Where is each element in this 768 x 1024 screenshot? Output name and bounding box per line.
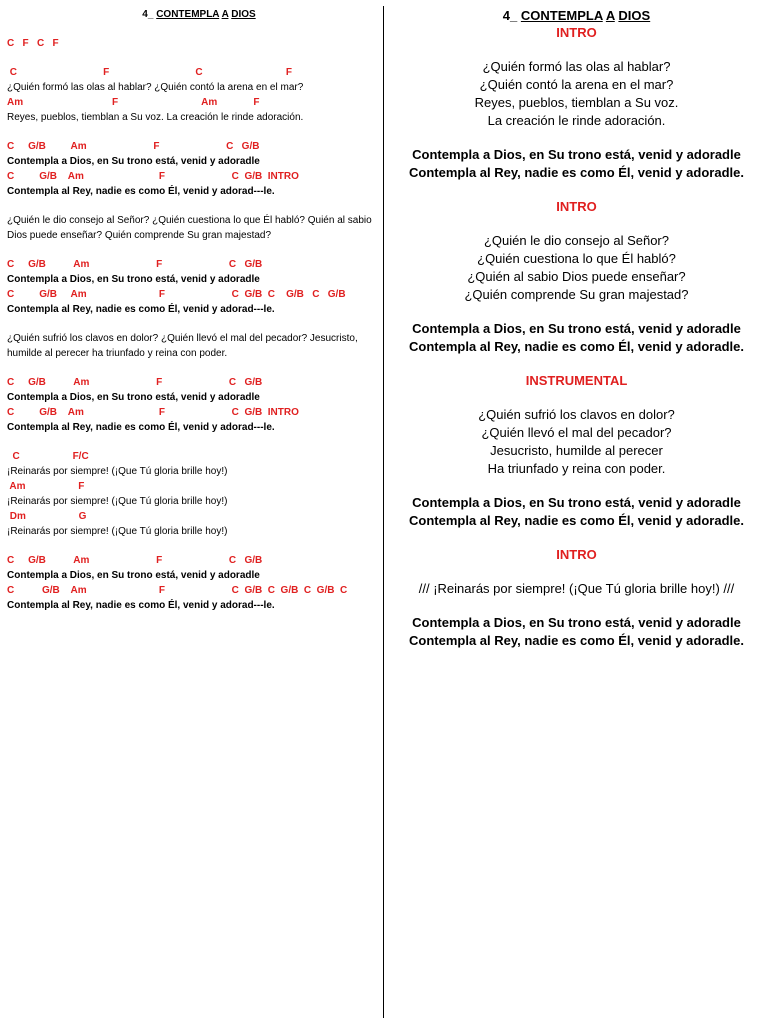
lyrics-sheet-column [389,8,764,650]
title-number: 4_ [502,8,521,23]
verse-line: Ha triunfado y reina con poder. [487,461,666,476]
chord-line: C G/B Am F C G/B C G/B C G/B C [7,585,348,596]
verse-line: ¿Quién comprende Su gran majestad? [464,287,689,302]
title-word-1: CONTEMPLA [156,9,220,20]
chord-line: C G/B Am F C G/B INTRO [7,171,299,182]
chord-line: Am F Am F [7,97,260,108]
chorus-line: Contempla a Dios, en Su trono está, venid y adoradle [7,156,260,167]
verse-line: Jesucristo, humilde al perecer [490,443,663,458]
chorus-line: Contempla a Dios, en Su trono está, venid y adoradle [412,495,741,510]
section-label-instrumental: INSTRUMENTAL [525,373,628,388]
verse-line: ¿Quién al sabio Dios puede enseñar? [467,269,686,284]
verse-line: ¿Quién contó la arena en el mar? [479,77,674,92]
verse-line: ¿Quién sufrió los clavos en dolor? [478,407,675,422]
verse-line: La creación le rinde adoración. [487,113,666,128]
chord-line: Dm G [7,511,87,522]
verse-line: ¿Quién cuestiona lo que Él habló? [477,251,676,266]
chord-line: C F/C [7,451,89,462]
lyric-line: ¿Quién formó las olas al hablar? ¿Quién contó la arena en el mar? [7,82,304,93]
chord-line: C G/B Am F C G/B [7,377,263,388]
lyric-line: Reyes, pueblos, tiemblan a Su voz. La creación le rinde adoración. [7,112,304,123]
section-label-intro: INTRO [556,547,597,562]
verse-line: ¿Quién llevó el mal del pecador? [481,425,672,440]
title-word-2: A [221,9,229,20]
chord-line: C G/B Am F C G/B [7,259,263,270]
title-word-1: CONTEMPLA [520,8,603,23]
title-number: 4_ [142,9,157,20]
chorus-line: Contempla al Rey, nadie es como Él, venid y adorad---le. [7,304,275,315]
title-word-2: A [605,8,615,23]
title-word-3: DIOS [618,8,651,23]
verse-3-text: ¿Quién sufrió los clavos en dolor? ¿Quién llevó el mal del pecador? Jesucristo, humilde al perecer ha triunfado y reina con poder. [7,333,358,359]
title-word-3: DIOS [231,9,256,20]
section-label-intro: INTRO [556,199,597,214]
chorus-line: Contempla a Dios, en Su trono está, venid y adoradle [412,615,741,630]
bridge-line: ¡Reinarás por siempre! (¡Que Tú gloria brille hoy!) [7,466,228,477]
chorus-line: Contempla a Dios, en Su trono está, venid y adoradle [412,321,741,336]
chorus-line: Contempla a Dios, en Su trono está, venid y adoradle [7,570,260,581]
chord-line: C G/B Am F C G/B C G/B C G/B [7,289,346,300]
verse-2-text: ¿Quién le dio consejo al Señor? ¿Quién cuestiona lo que Él habló? Quién al sabio Dios puede enseñar? Quién comprende Su gran majestad? [7,215,372,241]
verse-line: ¿Quién le dio consejo al Señor? [483,233,669,248]
right-title [389,8,764,24]
left-title [7,8,379,22]
chord-line: C G/B Am F C G/B [7,555,263,566]
chord-line: C G/B Am F C G/B [7,141,260,152]
bridge-line: ¡Reinarás por siempre! (¡Que Tú gloria brille hoy!) [7,526,228,537]
chorus-line: Contempla al Rey, nadie es como Él, venid y adoradle. [409,339,744,354]
chord-sheet-column [7,8,379,613]
verse-line: Reyes, pueblos, tiemblan a Su voz. [474,95,679,110]
chorus-line: Contempla al Rey, nadie es como Él, venid y adorad---le. [7,186,275,197]
chorus-line: Contempla al Rey, nadie es como Él, venid y adorad---le. [7,600,275,611]
chorus-line: Contempla al Rey, nadie es como Él, venid y adoradle. [409,165,744,180]
chorus-line: Contempla a Dios, en Su trono está, venid y adoradle [412,147,741,162]
chord-line: C F C F [7,67,293,78]
intro-chords: C F C F [7,38,59,49]
chorus-line: Contempla al Rey, nadie es como Él, venid y adoradle. [409,633,744,648]
section-label-intro: INTRO [556,25,597,40]
chorus-line: Contempla a Dios, en Su trono está, venid y adoradle [7,392,260,403]
chorus-line: Contempla al Rey, nadie es como Él, venid y adoradle. [409,513,744,528]
chorus-line: Contempla a Dios, en Su trono está, venid y adoradle [7,274,260,285]
chord-line: C G/B Am F C G/B INTRO [7,407,299,418]
column-divider [383,6,384,1018]
chord-line: Am F [7,481,85,492]
bridge-line: /// ¡Reinarás por siempre! (¡Que Tú gloria brille hoy!) /// [418,581,735,596]
chorus-line: Contempla al Rey, nadie es como Él, venid y adorad---le. [7,422,275,433]
verse-line: ¿Quién formó las olas al hablar? [482,59,671,74]
bridge-line: ¡Reinarás por siempre! (¡Que Tú gloria brille hoy!) [7,496,228,507]
